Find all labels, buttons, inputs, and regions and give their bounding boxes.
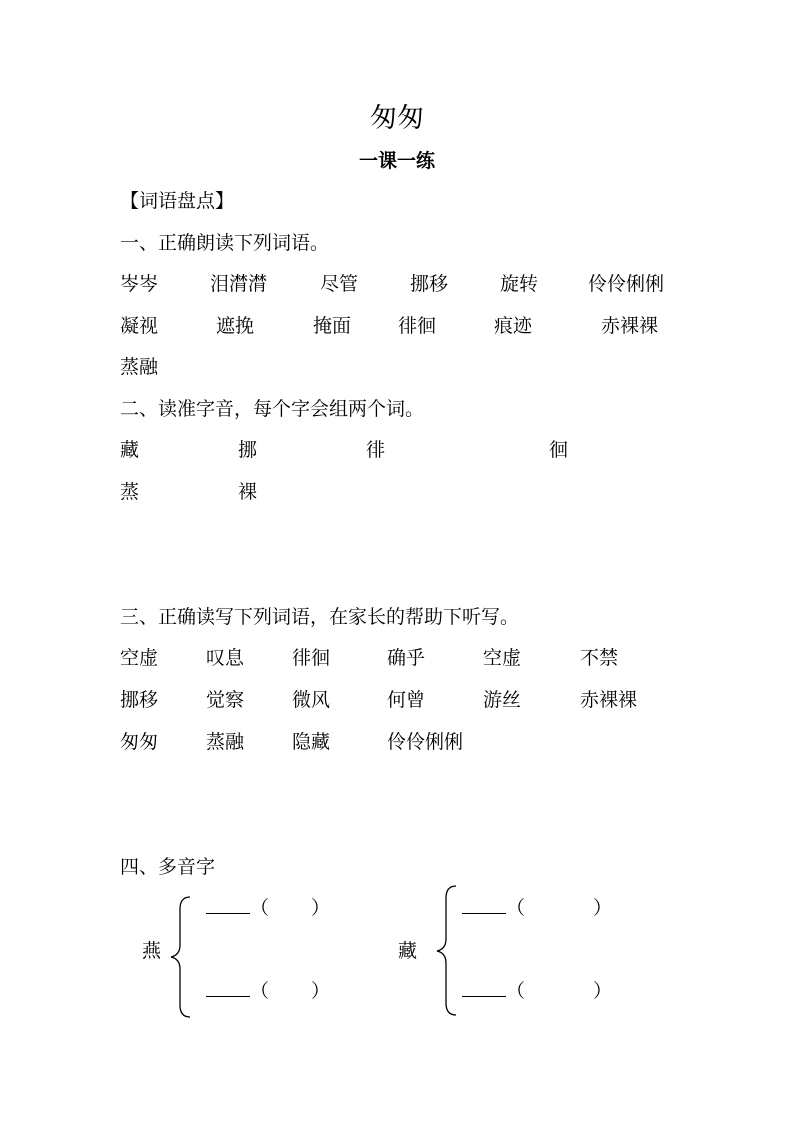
word-item: 徘徊 bbox=[398, 315, 437, 337]
left-brace-icon bbox=[434, 884, 460, 1018]
word-item: 不禁 bbox=[580, 647, 619, 669]
left-brace-icon bbox=[168, 895, 194, 1020]
q1-heading: 一、正确朗读下列词语。 bbox=[120, 232, 330, 254]
word-item: 凝视 bbox=[120, 315, 159, 337]
word-item: 蒸融 bbox=[120, 356, 159, 378]
word-item: 旋转 bbox=[500, 273, 539, 295]
pinyin-blank[interactable] bbox=[206, 982, 250, 997]
paren-close: ） bbox=[311, 897, 331, 919]
word-item: 徘徊 bbox=[292, 647, 331, 669]
word-item: 微风 bbox=[292, 689, 331, 711]
word-item: 确乎 bbox=[387, 647, 426, 669]
pinyin-blank[interactable] bbox=[462, 982, 506, 997]
paren-open: （ bbox=[250, 980, 270, 1002]
word-item: 掩面 bbox=[313, 315, 352, 337]
char-item: 蒸 bbox=[120, 481, 140, 503]
char-item: 藏 bbox=[120, 439, 140, 461]
char-item: 挪 bbox=[238, 439, 258, 461]
answer-line bbox=[462, 980, 612, 1002]
word-item: 赤裸裸 bbox=[580, 689, 638, 711]
word-item: 空虚 bbox=[483, 647, 522, 669]
polyphonic-char: 燕 bbox=[142, 940, 162, 962]
q2-heading: 二、读准字音，每个字会组两个词。 bbox=[120, 398, 425, 420]
polyphonic-char: 藏 bbox=[398, 940, 418, 962]
paren-close: ） bbox=[593, 897, 613, 919]
word-item: 隐藏 bbox=[292, 731, 331, 753]
word-item: 蒸融 bbox=[206, 731, 245, 753]
char-item: 徘 bbox=[366, 439, 386, 461]
word-item: 空虚 bbox=[120, 647, 159, 669]
word-item: 赤裸裸 bbox=[601, 315, 659, 337]
page-title: 匆匆 bbox=[370, 103, 424, 134]
answer-line bbox=[462, 897, 612, 919]
char-item: 徊 bbox=[549, 439, 569, 461]
answer-line bbox=[206, 980, 330, 1002]
word-item: 尽管 bbox=[320, 273, 359, 295]
word-item: 泪潸潸 bbox=[210, 273, 268, 295]
word-item: 何曾 bbox=[387, 689, 426, 711]
section-label: 【词语盘点】 bbox=[120, 190, 235, 212]
word-item: 觉察 bbox=[206, 689, 245, 711]
q3-heading: 三、正确读写下列词语，在家长的帮助下听写。 bbox=[120, 606, 520, 628]
q4-heading: 四、多音字 bbox=[120, 856, 216, 878]
word-item: 痕迹 bbox=[494, 315, 533, 337]
char-item: 裸 bbox=[238, 481, 258, 503]
word-item: 岑岑 bbox=[120, 273, 159, 295]
word-item: 叹息 bbox=[206, 647, 245, 669]
paren-open: （ bbox=[250, 897, 270, 919]
page-subtitle: 一课一练 bbox=[358, 150, 435, 172]
paren-open: （ bbox=[506, 980, 526, 1002]
word-item: 挪移 bbox=[120, 689, 159, 711]
word-item: 遮挽 bbox=[216, 315, 255, 337]
answer-line bbox=[206, 897, 330, 919]
word-item: 挪移 bbox=[410, 273, 449, 295]
paren-open: （ bbox=[506, 897, 526, 919]
paren-close: ） bbox=[311, 980, 331, 1002]
word-item: 伶伶俐俐 bbox=[588, 273, 665, 295]
word-item: 伶伶俐俐 bbox=[387, 731, 464, 753]
pinyin-blank[interactable] bbox=[206, 899, 250, 914]
pinyin-blank[interactable] bbox=[462, 899, 506, 914]
word-item: 匆匆 bbox=[120, 731, 159, 753]
word-item: 游丝 bbox=[483, 689, 522, 711]
paren-close: ） bbox=[593, 980, 613, 1002]
